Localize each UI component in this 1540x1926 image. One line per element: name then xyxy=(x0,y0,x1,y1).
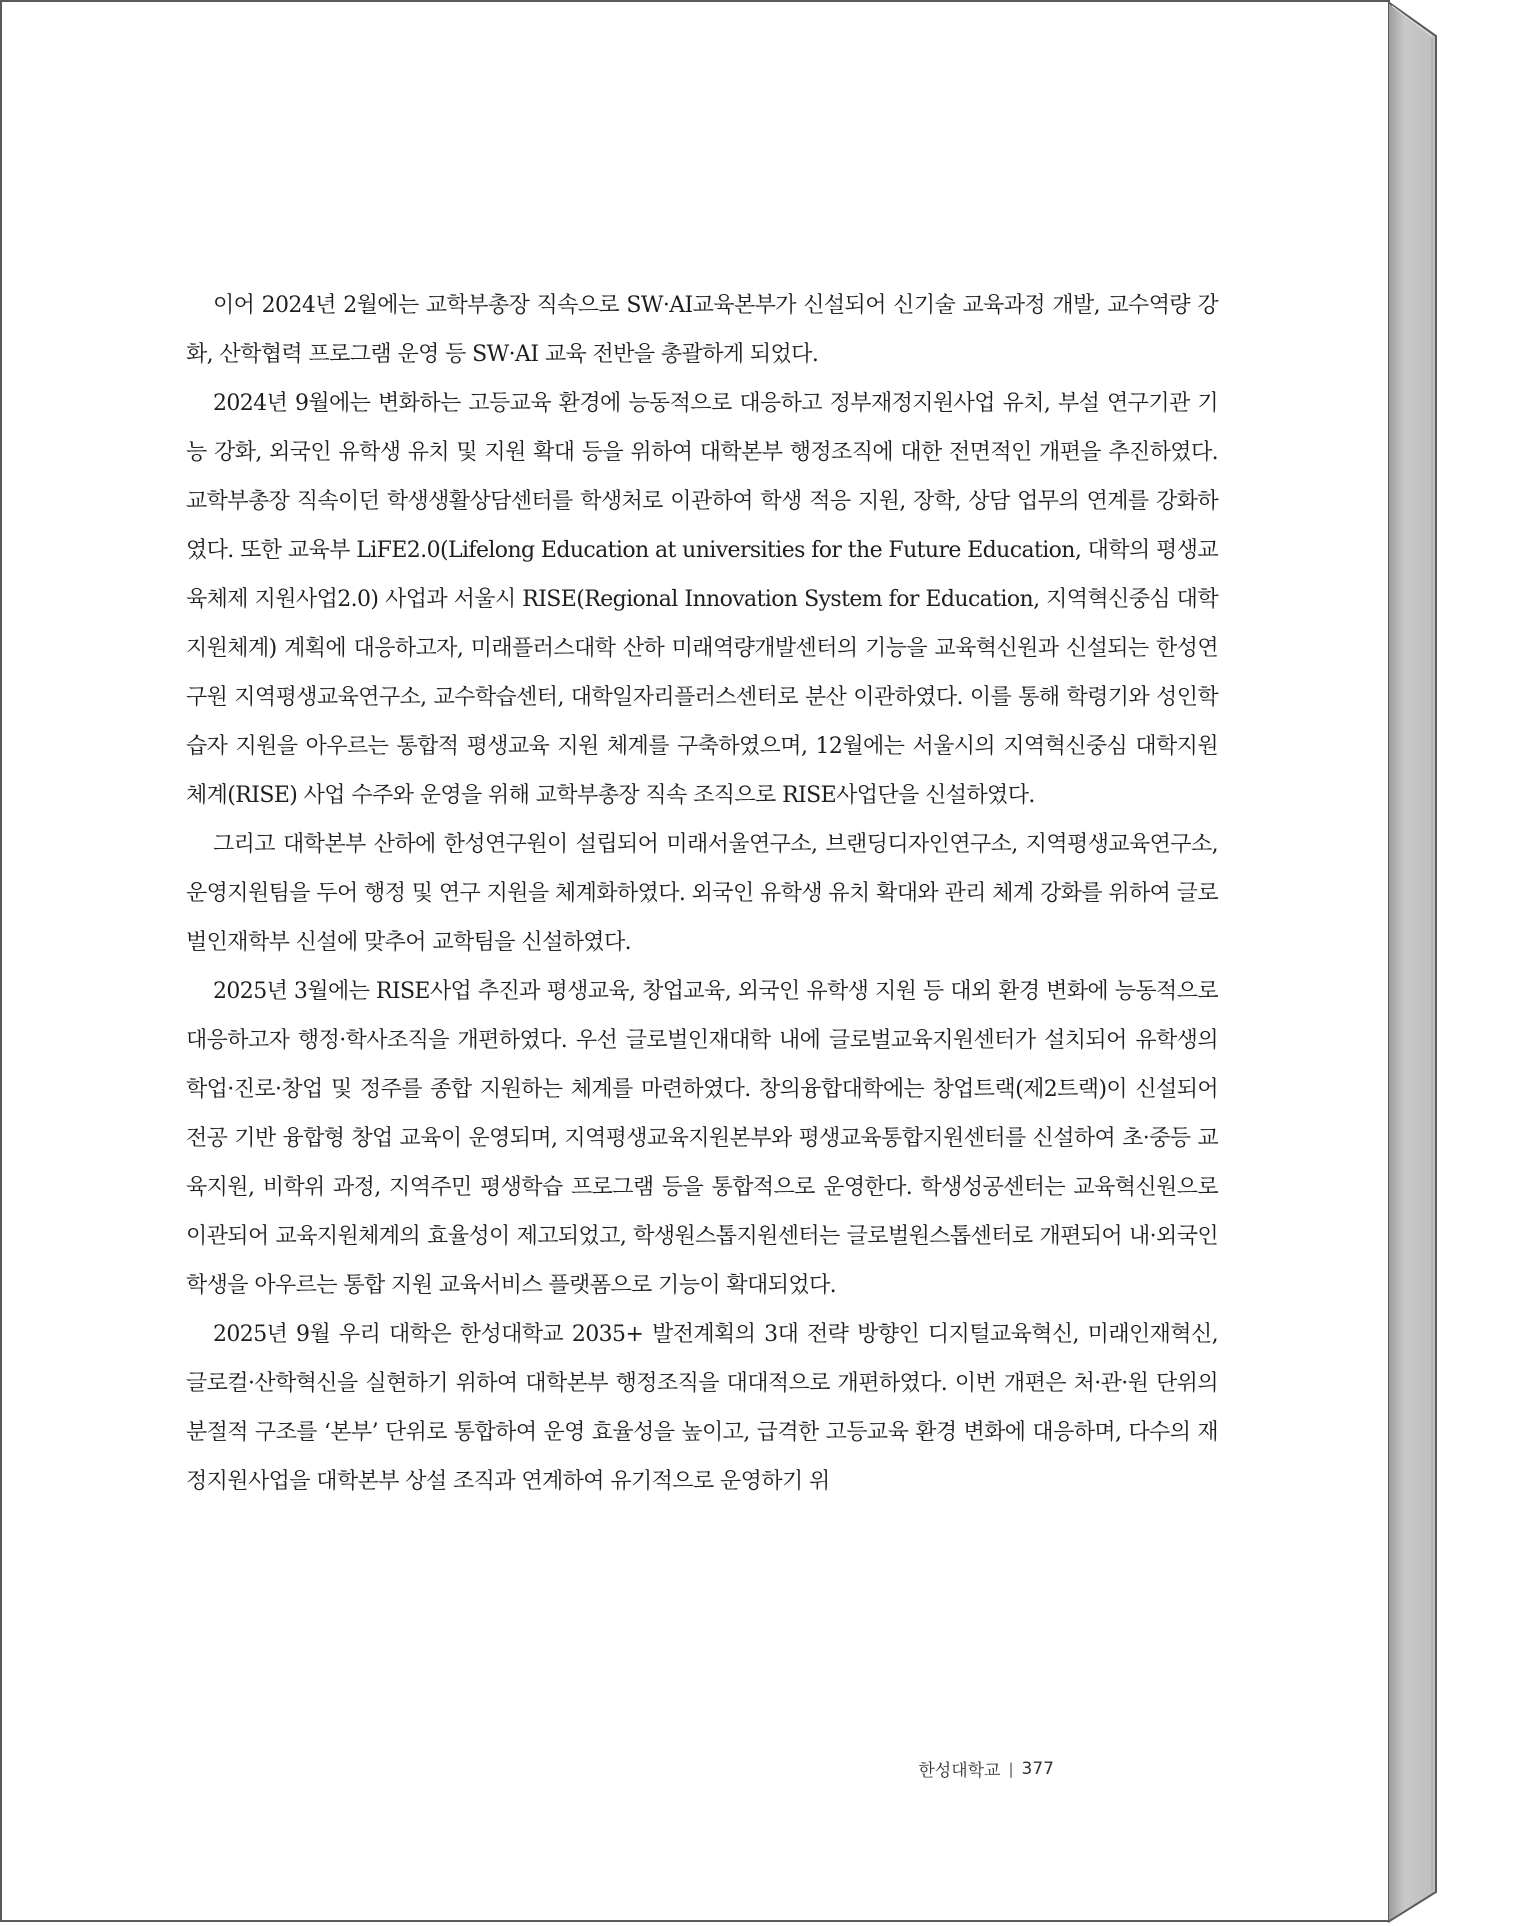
footer-separator: | xyxy=(1008,1759,1014,1778)
paragraph-5: 2025년 9월 우리 대학은 한성대학교 2035+ 발전계획의 3대 전략 방향인 디지털교육혁신, 미래인재혁신, 글로컬·산학혁신을 실현하기 위하여 대학본부 행정조직을 대대적으로 개편하였다. 이번 개편은 처·관·원 단위의 분절적 구조를 ‘본부’ 단위로 통합하여 운영 효율성을 높이고, 급격한 고등교육 환경 변화에 대응하며, 다수의 재정지원사업을 대학본부 상설 조직과 연계하여 유기적으로 운영하기 위 xyxy=(186,1322,1218,1494)
paragraph-2: 2024년 9월에는 변화하는 고등교육 환경에 능동적으로 대응하고 정부재정지원사업 유치, 부설 연구기관 기능 강화, 외국인 유학생 유치 및 지원 확대 등을 위하여 대학본부 행정조직에 대한 전면적인 개편을 추진하였다. 교학부총장 직속이던 학생생활상담센터를 학생처로 이관하여 학생 적응 지원, 장학, 상담 업무의 연계를 강화하였다. 또한 교육부 LiFE2.0(Lifelong Education at universities for the Future Education, 대학의 평생교육체제 지원사업2.0) 사업과 서울시 RISE(Regional Innovation System for Education, 지역혁신중심 대학지원체계) 계획에 대응하고자, 미래플러스대학 산하 미래역량개발센터의 기능을 교육혁신원과 신설되는 한성연구원 지역평생교육연구소, 교수학습센터, 대학일자리플러스센터로 분산 이관하였다. 이를 통해 학령기와 성인학습자 지원을 아우르는 통합적 평생교육 지원 체계를 구축하였으며, 12월에는 서울시의 지역혁신중심 대학지원체계(RISE) 사업 수주와 운영을 위해 교학부총장 직속 조직으로 RISE사업단을 신설하였다. xyxy=(186,391,1218,808)
paragraph-1: 이어 2024년 2월에는 교학부총장 직속으로 SW·AI교육본부가 신설되어 신기술 교육과정 개발, 교수역량 강화, 산학협력 프로그램 운영 등 SW·AI 교육 전반을 총괄하게 되었다. xyxy=(186,293,1218,367)
page-edge-graphic xyxy=(1388,0,1442,1926)
footer-publisher: 한성대학교 xyxy=(918,1761,1001,1781)
paragraph-3: 그리고 대학본부 산하에 한성연구원이 설립되어 미래서울연구소, 브랜딩디자인연구소, 지역평생교육연구소, 운영지원팀을 두어 행정 및 연구 지원을 체계화하였다. 외국인 유학생 유치 확대와 관리 체계 강화를 위하여 글로벌인재학부 신설에 맞추어 교학팀을 신설하였다. xyxy=(186,832,1218,955)
paragraph-4: 2025년 3월에는 RISE사업 추진과 평생교육, 창업교육, 외국인 유학생 지원 등 대외 환경 변화에 능동적으로 대응하고자 행정·학사조직을 개편하였다. 우선 글로벌인재대학 내에 글로벌교육지원센터가 설치되어 유학생의 학업·진로·창업 및 정주를 종합 지원하는 체계를 마련하였다. 창의융합대학에는 창업트랙(제2트랙)이 신설되어 전공 기반 융합형 창업 교육이 운영되며, 지역평생교육지원본부와 평생교육통합지원센터를 신설하여 초·중등 교육지원, 비학위 과정, 지역주민 평생학습 프로그램 등을 통합적으로 운영한다. 학생성공센터는 교육혁신원으로 이관되어 교육지원체계의 효율성이 제고되었고, 학생원스톱지원센터는 글로벌원스톱센터로 개편되어 내·외국인 학생을 아우르는 통합 지원 교육서비스 플랫폼으로 기능이 확대되었다. xyxy=(186,979,1218,1298)
page-edge-stack xyxy=(1388,0,1442,1926)
page-number: 377 xyxy=(1021,1758,1054,1779)
body-text xyxy=(186,281,1218,1506)
page-footer xyxy=(918,1756,1054,1781)
